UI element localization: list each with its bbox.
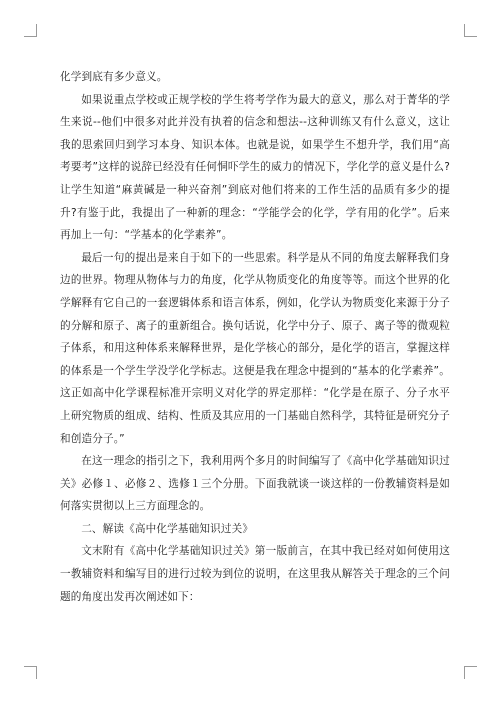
paragraph: 最后一句的提出是来自于如下的一些思索。科学是从不同的角度去解释我们身边的世界。物理从物体与力的角度，化学从物质变化的角度等等。而这个世界的化学解释有它自己的一套逻辑体系和语言体系，例如，化学认为物质变化来源于分子的分解和原子、离子的重新组合。换句话说，化学中分子、原子、离子等的微观粒子体系，和用这种体系来解释世界，是化学核心的部分，是化学的语言，掌握这样的体系是一个学生学没学化学标志。这便是我在理念中提到的“基本的化学素养”。这正如高中化学课程标准开宗明义对化学的界定那样：“化学是在原子、分子水平上研究物质的组成、结构、性质及其应用的一门基础自然科学，其特征是研究分子和创造分子。” <box>60 251 450 445</box>
paragraph-continuation: 化学到底有多少意义。 <box>60 71 168 83</box>
crop-mark-bottom-left <box>24 666 37 679</box>
body-text <box>60 66 450 608</box>
crop-mark-bottom-right <box>464 666 477 679</box>
paragraph: 在这一理念的指引之下，我利用两个多月的时间编写了《高中化学基础知识过关》必修１、必修２、选修１三个分册。下面我就谈一谈这样的一份教辅资料是如何落实贯彻以上三方面理念的。 <box>60 455 450 513</box>
paragraph: 如果说重点学校或正规学校的学生将考学作为最大的意义，那么对于菁华的学生来说--他们中很多对此并没有执着的信念和想法--这种训练又有什么意义，这让我的思索回归到学习本身、知识本体。也就是说，如果学生不想升学，我们用“高考要考”这样的说辞已经没有任何恫吓学生的威力的情况下，学化学的意义是什么?让学生知道“麻黄碱是一种兴奋剂”到底对他们将来的工作生活的品质有多少的提升?有鉴于此，我提出了一种新的理念：“学能学会的化学，学有用的化学”。后来再加上一句：“学基本的化学素养”。 <box>60 93 450 242</box>
paragraph: 文末附有《高中化学基础知识过关》第一版前言，在其中我已经对如何使用这一教辅资料和编写目的进行过较为到位的说明，在这里我从解答关于理念的三个问题的角度出发再次阐述如下： <box>60 545 450 603</box>
crop-mark-top-right <box>464 24 477 37</box>
crop-mark-top-left <box>24 24 37 37</box>
section-heading: 二、解读《高中化学基础知识过关》 <box>81 522 254 535</box>
